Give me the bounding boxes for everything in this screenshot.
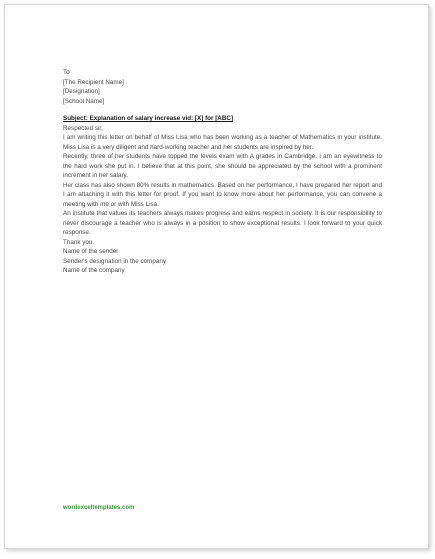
recipient-designation: [Designation] bbox=[63, 88, 100, 95]
recipient-name: [The Recipient Name] bbox=[63, 78, 124, 86]
salutation: Respected sir, bbox=[63, 124, 103, 132]
recipient-school: [School Name] bbox=[63, 97, 105, 105]
sender-name: Name of the sender bbox=[63, 248, 119, 255]
subject-line: Subject: Explanation of salary increase vid: [X] for [ABC] bbox=[63, 115, 234, 122]
sender-designation: Sender's designation in the company bbox=[63, 257, 167, 265]
paragraph-3: Her class has also shown 80% results in mathematics. Based on her performance, I have prepared her report and I am attaching it with this letter for proof. If you want to know more about her performance, you can convene a meeting with me or with Miss Lisa. bbox=[63, 181, 382, 208]
sender-block bbox=[63, 247, 382, 276]
sender-company: Name of the company bbox=[63, 267, 125, 274]
recipient-block bbox=[63, 78, 382, 107]
paragraph-1: I am writing this letter on behalf of Miss Lisa who has been working as a teacher of Mathematics in your institute. Miss Lisa is a very diligent and hard-working teacher and her students are inspired by her. bbox=[63, 134, 382, 151]
letter-page bbox=[4, 4, 429, 549]
closing: Thank you. bbox=[63, 238, 95, 246]
footer-site-link[interactable]: wordexceltemplates.com bbox=[63, 505, 135, 511]
to-line: To bbox=[63, 69, 70, 76]
letter-body bbox=[63, 68, 382, 276]
paragraph-2: Recently, three of her students have topped the levels exam with A grades in Cambridge. I am an eyewitness to the hard work she put in. I believe that at this point, she should be appreciated by the school with a prominent increment in her salary. bbox=[63, 153, 382, 179]
paragraph-4: An institute that values its teachers always makes progress and earns respect in society. It is our responsibility to never discourage a teacher who is always in a position to show exceptional results. I look forward to your quick response. bbox=[63, 210, 382, 236]
